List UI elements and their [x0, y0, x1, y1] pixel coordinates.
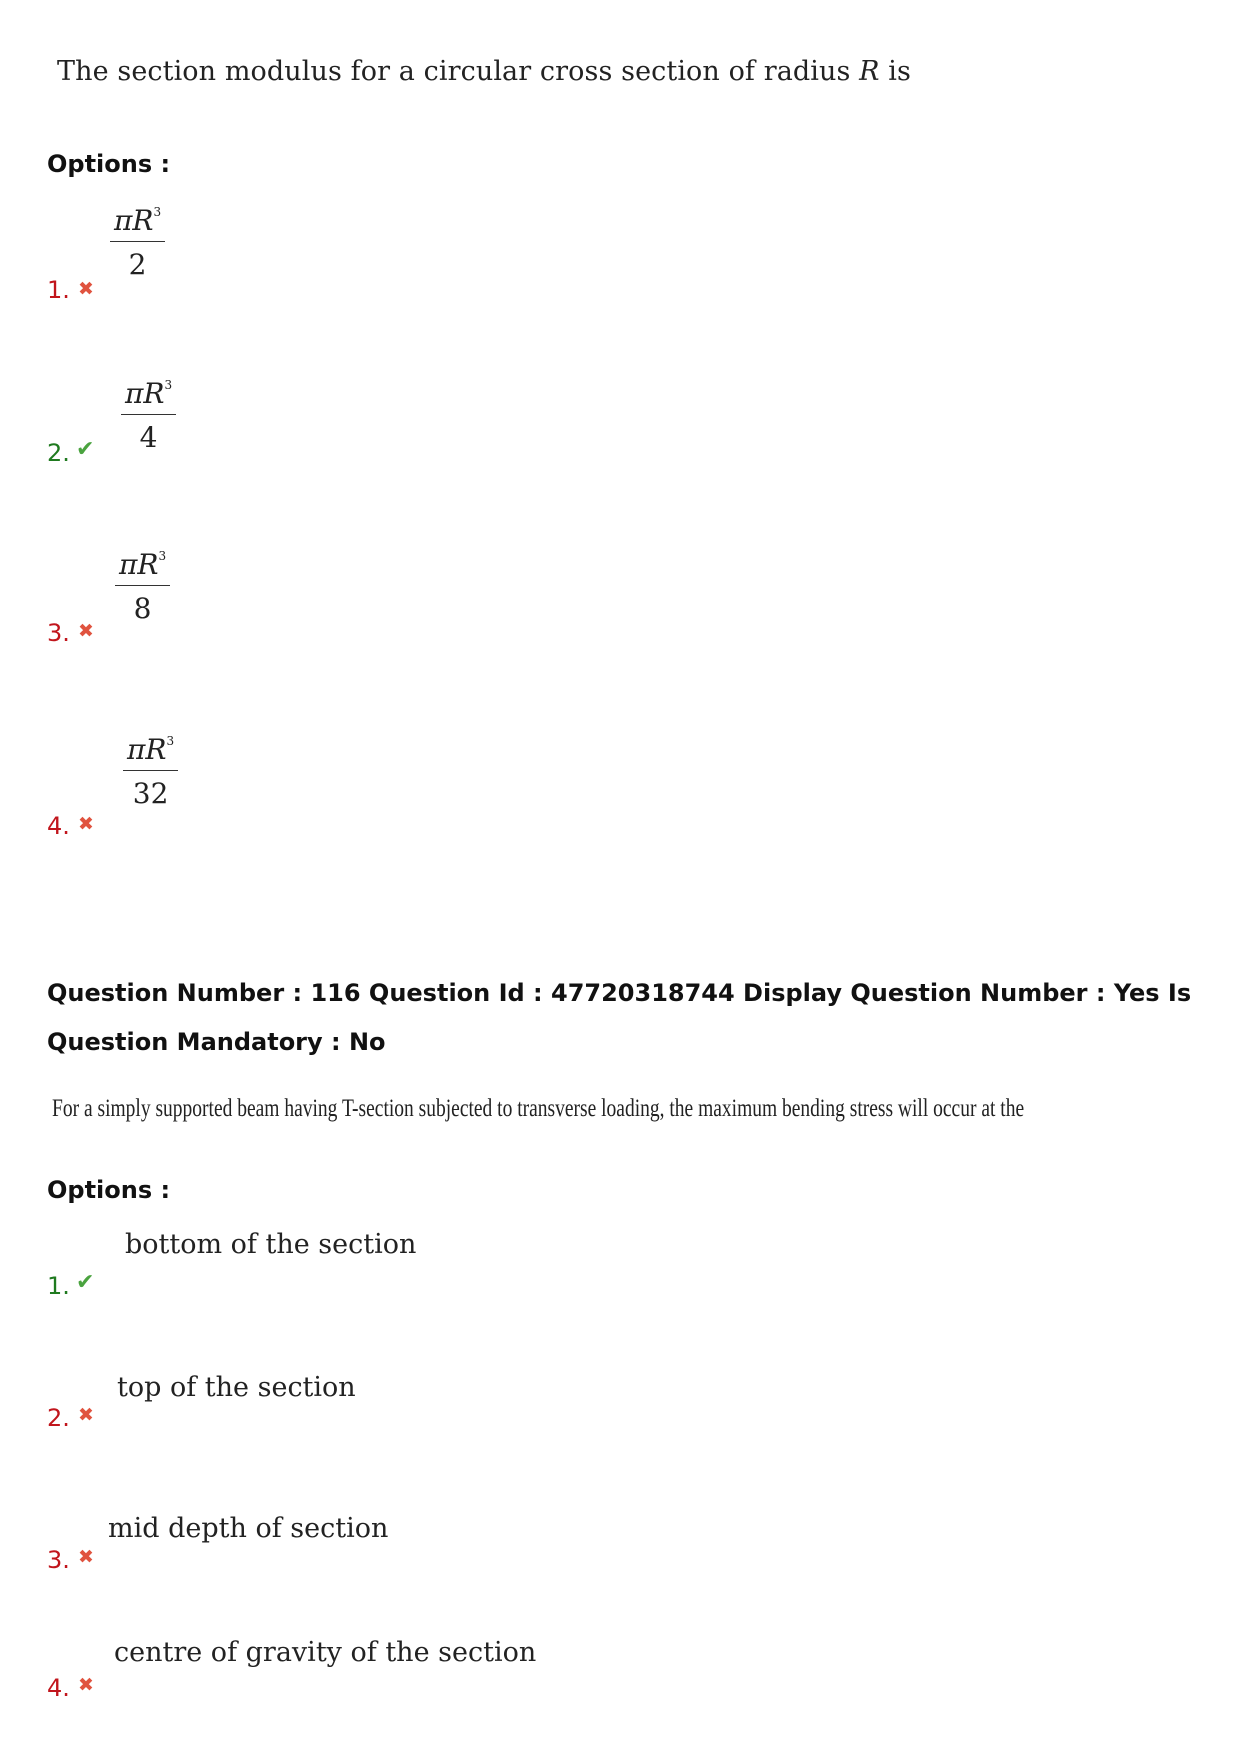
- cross-icon: ✖: [78, 813, 94, 835]
- option-formula: [115, 548, 170, 625]
- option-number: 3.: [47, 1546, 70, 1574]
- option-number: 3.: [47, 619, 70, 647]
- denominator: 4: [139, 421, 158, 454]
- exponent: 3: [166, 734, 175, 748]
- question-variable: R: [859, 56, 880, 87]
- cross-icon: ✖: [78, 1546, 94, 1568]
- variable: R: [137, 548, 159, 581]
- variable: R: [143, 377, 165, 410]
- option-text: mid depth of section: [108, 1513, 389, 1544]
- option-number: 1.: [47, 276, 70, 304]
- variable: R: [145, 733, 167, 766]
- option-text: top of the section: [117, 1372, 356, 1403]
- option-formula: [110, 204, 165, 281]
- options-label: Options :: [47, 150, 171, 178]
- denominator: 32: [132, 777, 169, 810]
- cross-icon: ✖: [78, 1674, 94, 1696]
- check-icon: ✔: [76, 1270, 95, 1295]
- check-icon: ✔: [76, 437, 95, 462]
- denominator: 2: [128, 248, 147, 281]
- denominator: 8: [133, 592, 152, 625]
- option-number: 2.: [47, 439, 70, 467]
- exponent: 3: [158, 549, 167, 563]
- option-text: bottom of the section: [125, 1229, 417, 1260]
- option-number: 2.: [47, 1404, 70, 1432]
- question-text: [57, 56, 911, 87]
- option-number: 4.: [47, 812, 70, 840]
- option-number: 1.: [47, 1272, 70, 1300]
- question-text-end: is: [879, 56, 911, 87]
- question-text-main: The section modulus for a circular cross section of radius: [57, 56, 860, 87]
- exponent: 3: [153, 205, 162, 219]
- option-formula: [123, 733, 178, 810]
- pi-symbol: π: [119, 548, 138, 581]
- question-text: For a simply supported beam having T-section subjected to transverse loading, the maximum bending stress will occur at the: [52, 1095, 1025, 1122]
- cross-icon: ✖: [78, 278, 94, 300]
- exponent: 3: [164, 378, 173, 392]
- question-meta: Question Number : 116 Question Id : 47720318744 Display Question Number : Yes Is Question Mandatory : No: [47, 979, 1192, 1056]
- option-text: centre of gravity of the section: [114, 1637, 537, 1668]
- options-label: Options :: [47, 1176, 171, 1204]
- cross-icon: ✖: [78, 1404, 94, 1426]
- option-number: 4.: [47, 1674, 70, 1702]
- pi-symbol: π: [114, 204, 133, 237]
- option-formula: [121, 377, 176, 454]
- pi-symbol: π: [127, 733, 146, 766]
- variable: R: [132, 204, 154, 237]
- pi-symbol: π: [125, 377, 144, 410]
- cross-icon: ✖: [78, 620, 94, 642]
